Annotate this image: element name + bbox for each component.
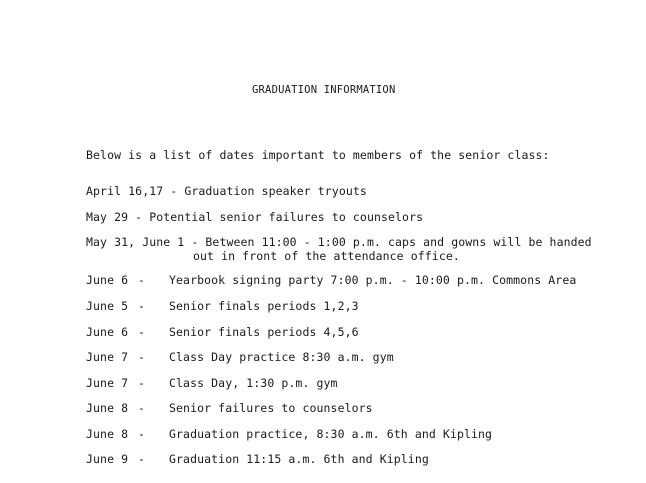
schedule-event: Graduation 11:15 a.m. 6th and Kipling xyxy=(169,452,429,466)
page-title: GRADUATION INFORMATION xyxy=(252,84,396,96)
schedule-date: June 7 xyxy=(86,376,129,390)
schedule-separator: - xyxy=(138,350,146,364)
schedule-date: June 8 xyxy=(86,427,129,441)
schedule-date: June 5 xyxy=(86,299,129,313)
schedule-separator: - xyxy=(138,401,146,415)
schedule-separator: - xyxy=(138,427,146,441)
schedule-date: June 6 xyxy=(86,325,129,339)
schedule-date: June 9 xyxy=(86,452,129,466)
schedule-event: Senior finals periods 4,5,6 xyxy=(169,325,359,339)
list-item-continuation: out in front of the attendance office. xyxy=(193,249,460,263)
schedule-date: June 7 xyxy=(86,350,129,364)
schedule-separator: - xyxy=(138,299,146,313)
schedule-separator: - xyxy=(138,452,146,466)
list-item: May 29 - Potential senior failures to counselors xyxy=(86,210,424,224)
schedule-separator: - xyxy=(138,273,146,287)
schedule-date: June 6 xyxy=(86,273,129,287)
schedule-event: Senior finals periods 1,2,3 xyxy=(169,299,359,313)
schedule-event: Class Day, 1:30 p.m. gym xyxy=(169,376,338,390)
schedule-event: Graduation practice, 8:30 a.m. 6th and Kipling xyxy=(169,427,493,441)
list-item: April 16,17 - Graduation speaker tryouts xyxy=(86,184,367,198)
schedule-separator: - xyxy=(138,376,146,390)
schedule-event: Class Day practice 8:30 a.m. gym xyxy=(169,350,394,364)
list-item: May 31, June 1 - Between 11:00 - 1:00 p.m. caps and gowns will be handed xyxy=(86,235,592,249)
schedule-separator: - xyxy=(138,325,146,339)
intro-text: Below is a list of dates important to members of the senior class: xyxy=(86,148,550,162)
schedule-event: Senior failures to counselors xyxy=(169,401,373,415)
schedule-date: June 8 xyxy=(86,401,129,415)
schedule-event: Yearbook signing party 7:00 p.m. - 10:00 p.m. Commons Area xyxy=(169,273,577,287)
